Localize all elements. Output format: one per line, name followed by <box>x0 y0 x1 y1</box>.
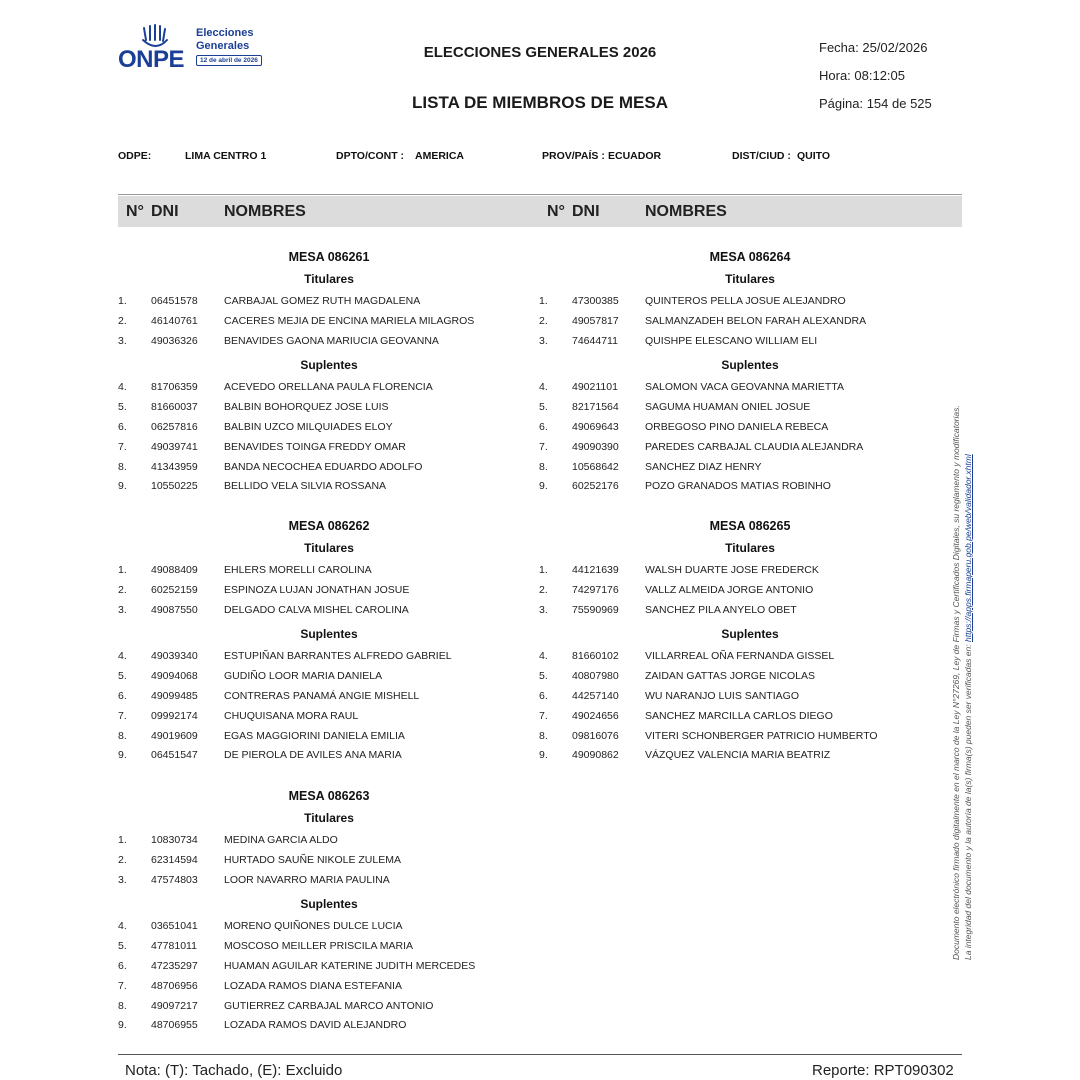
row-dni: 60252159 <box>151 583 198 596</box>
row-number: 4. <box>118 650 127 663</box>
row-name: BENAVIDES TOINGA FREDDY OMAR <box>224 440 406 453</box>
row-dni: 46140761 <box>151 314 198 327</box>
suplentes-heading: Suplentes <box>721 358 779 373</box>
row-name: LOZADA RAMOS DIANA ESTEFANIA <box>224 979 402 992</box>
row-name: SALMANZADEH BELON FARAH ALEXANDRA <box>645 314 867 327</box>
row-number: 6. <box>118 421 127 433</box>
row-name: CACERES MEJIA DE ENCINA MARIELA MILAGROS <box>224 314 475 327</box>
row-name: CARBAJAL GOMEZ RUTH MAGDALENA <box>224 295 421 307</box>
row-dni: 47300385 <box>572 295 619 307</box>
row-name: WALSH DUARTE JOSE FREDERCK <box>645 564 819 576</box>
row-name: QUISHPE ELESCANO WILLIAM ELI <box>645 334 818 347</box>
validator-link[interactable]: https://apps.firmaperu.gob.pe/web/validador.xhtml <box>963 454 973 642</box>
odpe-label: ODPE: <box>118 150 152 162</box>
hora-label: Hora: 08:12:05 <box>819 68 906 83</box>
row-name: BALBIN UZCO MILQUIADES ELOY <box>224 421 393 433</box>
row-dni: 06451547 <box>151 749 198 762</box>
row-number: 1. <box>118 295 127 307</box>
row-dni: 10550225 <box>151 480 198 493</box>
row-dni: 49036326 <box>151 334 198 347</box>
row-number: 8. <box>118 999 127 1012</box>
digital-signature-note <box>950 350 974 960</box>
row-number: 2. <box>118 853 127 866</box>
row-number: 7. <box>539 440 548 453</box>
suplentes-heading: Suplentes <box>300 358 358 373</box>
row-number: 7. <box>118 709 127 722</box>
row-dni: 74297176 <box>572 583 619 596</box>
row-name: EHLERS MORELLI CAROLINA <box>224 564 372 576</box>
suplentes-heading: Suplentes <box>300 897 358 912</box>
row-name: BENAVIDES GAONA MARIUCIA GEOVANNA <box>224 334 439 347</box>
row-dni: 49021101 <box>572 381 618 394</box>
row-number: 5. <box>539 670 548 683</box>
row-dni: 49057817 <box>572 314 619 327</box>
row-dni: 03651041 <box>151 920 198 933</box>
row-dni: 49087550 <box>151 603 198 616</box>
row-dni: 81660037 <box>151 401 198 414</box>
column-header-bar <box>118 196 962 227</box>
row-dni: 10568642 <box>572 460 619 473</box>
row-name: QUINTEROS PELLA JOSUE ALEJANDRO <box>645 295 846 307</box>
titulares-heading: Titulares <box>304 541 354 555</box>
row-dni: 81706359 <box>151 381 198 394</box>
row-number: 9. <box>539 480 548 493</box>
pagina-label: Página: 154 de 525 <box>819 96 932 111</box>
row-number: 5. <box>118 401 127 414</box>
prov-value: ECUADOR <box>608 150 662 162</box>
row-name: SANCHEZ MARCILLA CARLOS DIEGO <box>645 709 833 722</box>
row-name: BELLIDO VELA SILVIA ROSSANA <box>224 480 387 493</box>
row-number: 3. <box>118 334 127 347</box>
dpto-label: DPTO/CONT : <box>336 150 405 162</box>
row-dni: 62314594 <box>151 853 198 866</box>
document-subtitle: LISTA DE MIEMBROS DE MESA <box>412 93 668 112</box>
col-nombres-left: NOMBRES <box>224 203 306 220</box>
row-number: 3. <box>118 873 127 886</box>
row-dni: 49024656 <box>572 709 619 722</box>
logo-brand: ONPE <box>118 46 185 73</box>
col-num-right: N° <box>547 203 565 220</box>
row-number: 4. <box>118 381 127 394</box>
row-name: LOZADA RAMOS DAVID ALEJANDRO <box>224 1019 407 1032</box>
row-number: 1. <box>118 564 127 576</box>
row-dni: 48706956 <box>151 979 198 992</box>
row-number: 4. <box>539 381 548 394</box>
row-name: DELGADO CALVA MISHEL CAROLINA <box>224 603 409 616</box>
row-name: BANDA NECOCHEA EDUARDO ADOLFO <box>224 460 423 473</box>
col-dni-right: DNI <box>572 203 600 220</box>
row-dni: 49088409 <box>151 564 198 576</box>
row-number: 3. <box>539 334 548 347</box>
row-name: EGAS MAGGIORINI DANIELA EMILIA <box>224 729 405 742</box>
titulares-heading: Titulares <box>304 272 354 286</box>
row-dni: 40807980 <box>572 670 619 683</box>
row-number: 6. <box>118 690 127 702</box>
footer-note: Nota: (T): Tachado, (E): Excluido <box>125 1062 343 1079</box>
titulares-heading: Titulares <box>725 272 775 286</box>
suplentes-heading: Suplentes <box>300 627 358 642</box>
row-dni: 06451578 <box>151 295 198 307</box>
dist-value: QUITO <box>797 150 831 162</box>
row-name: HURTADO SAUÑE NIKOLE ZULEMA <box>224 853 401 866</box>
row-name: HUAMAN AGUILAR KATERINE JUDITH MERCEDES <box>224 960 476 972</box>
row-name: CONTRERAS PANAMÁ ANGIE MISHELL <box>224 690 420 702</box>
titulares-heading: Titulares <box>725 541 775 555</box>
row-dni: 48706955 <box>151 1019 198 1032</box>
row-dni: 49039340 <box>151 650 198 663</box>
row-dni: 44121639 <box>572 564 619 576</box>
row-name: ESTUPIÑAN BARRANTES ALFREDO GABRIEL <box>224 650 452 663</box>
logo-line1: Elecciones <box>196 27 254 39</box>
row-name: ZAIDAN GATTAS JORGE NICOLAS <box>645 670 815 683</box>
row-dni: 82171564 <box>572 401 619 414</box>
row-dni: 49039741 <box>151 440 198 453</box>
row-number: 3. <box>539 603 548 616</box>
row-dni: 44257140 <box>572 690 619 702</box>
logo-date-badge: 12 de abril de 2026 <box>196 55 262 66</box>
onpe-logo <box>118 24 268 74</box>
row-name: ACEVEDO ORELLANA PAULA FLORENCIA <box>224 381 433 394</box>
row-name: SANCHEZ PILA ANYELO OBET <box>645 603 797 616</box>
row-number: 9. <box>539 749 548 762</box>
signature-note-line1: Documento electrónico firmado digitalmente en el marco de la Ley N°27269, Ley de Firmas y Certificados Digitales, su reglamento y modificatorias. <box>951 405 961 960</box>
row-dni: 49094068 <box>151 670 198 683</box>
dpto-value: AMERICA <box>415 150 464 162</box>
row-name: PAREDES CARBAJAL CLAUDIA ALEJANDRA <box>645 440 864 453</box>
row-name: CHUQUISANA MORA RAUL <box>224 709 359 722</box>
row-dni: 75590969 <box>572 603 619 616</box>
row-number: 6. <box>118 960 127 972</box>
row-dni: 81660102 <box>572 650 619 663</box>
row-dni: 49019609 <box>151 729 198 742</box>
row-dni: 74644711 <box>572 334 618 347</box>
row-name: WU NARANJO LUIS SANTIAGO <box>645 690 800 702</box>
row-number: 4. <box>539 650 548 663</box>
row-dni: 09816076 <box>572 729 619 742</box>
mesa-title: MESA 086262 <box>288 519 370 533</box>
row-number: 7. <box>118 979 127 992</box>
signature-note-line2 <box>962 350 974 960</box>
row-dni: 49090862 <box>572 749 619 762</box>
row-number: 2. <box>118 583 127 596</box>
mesa-title: MESA 086261 <box>288 250 370 264</box>
row-dni: 47781011 <box>151 940 197 953</box>
row-name: VÁZQUEZ VALENCIA MARIA BEATRIZ <box>645 749 831 762</box>
row-dni: 49090390 <box>572 440 619 453</box>
row-name: BALBIN BOHORQUEZ JOSE LUIS <box>224 401 389 414</box>
row-number: 7. <box>539 709 548 722</box>
row-number: 8. <box>118 729 127 742</box>
row-number: 2. <box>539 583 548 596</box>
row-number: 6. <box>539 421 548 433</box>
row-name: SAGUMA HUAMAN ONIEL JOSUE <box>645 401 811 414</box>
row-number: 2. <box>539 314 548 327</box>
row-name: LOOR NAVARRO MARIA PAULINA <box>224 873 390 886</box>
row-number: 1. <box>539 564 548 576</box>
row-dni: 06257816 <box>151 421 198 433</box>
col-nombres-right: NOMBRES <box>645 203 727 220</box>
row-number: 2. <box>118 314 127 327</box>
dist-label: DIST/CIUD : <box>732 150 791 162</box>
row-name: VITERI SCHONBERGER PATRICIO HUMBERTO <box>645 729 878 742</box>
fecha-label: Fecha: 25/02/2026 <box>819 40 928 55</box>
row-dni: 49069643 <box>572 421 619 433</box>
row-dni: 47235297 <box>151 960 198 972</box>
footer-report-code: Reporte: RPT090302 <box>812 1062 954 1079</box>
row-number: 6. <box>539 690 548 702</box>
row-number: 1. <box>118 834 127 846</box>
row-name: MOSCOSO MEILLER PRISCILA MARIA <box>224 940 414 953</box>
row-name: ORBEGOSO PINO DANIELA REBECA <box>645 421 829 433</box>
row-number: 5. <box>118 940 127 953</box>
titulares-heading: Titulares <box>304 811 354 825</box>
row-number: 4. <box>118 920 127 933</box>
mesa-title: MESA 086264 <box>709 250 791 264</box>
row-number: 5. <box>118 670 127 683</box>
row-number: 1. <box>539 295 548 307</box>
row-name: SANCHEZ DIAZ HENRY <box>645 460 762 473</box>
row-number: 5. <box>539 401 548 414</box>
footer-divider <box>118 1054 962 1055</box>
document-title: ELECCIONES GENERALES 2026 <box>423 44 657 61</box>
row-dni: 09992174 <box>151 709 198 722</box>
row-name: MEDINA GARCIA ALDO <box>224 834 338 846</box>
row-dni: 60252176 <box>572 480 619 493</box>
row-name: GUDIÑO LOOR MARIA DANIELA <box>224 670 383 683</box>
row-number: 8. <box>118 460 127 473</box>
row-name: VILLARREAL OÑA FERNANDA GISSEL <box>645 650 835 663</box>
mesa-title: MESA 086265 <box>709 519 791 533</box>
row-name: VALLZ ALMEIDA JORGE ANTONIO <box>645 583 814 596</box>
prov-label: PROV/PAÍS : <box>542 150 605 162</box>
row-dni: 10830734 <box>151 834 198 846</box>
row-name: MORENO QUIÑONES DULCE LUCIA <box>224 920 403 933</box>
col-num-left: N° <box>126 203 144 220</box>
row-number: 9. <box>118 480 127 493</box>
row-name: GUTIERREZ CARBAJAL MARCO ANTONIO <box>224 999 434 1012</box>
signature-note-prefix: La integridad del documento y la autoría de la(s) firma(s) pueden ser verificadas en: <box>963 644 973 960</box>
row-dni: 41343959 <box>151 460 198 473</box>
odpe-value: LIMA CENTRO 1 <box>185 150 267 162</box>
row-number: 9. <box>118 749 127 762</box>
row-number: 8. <box>539 729 548 742</box>
row-number: 8. <box>539 460 548 473</box>
row-dni: 49097217 <box>151 999 198 1012</box>
row-name: ESPINOZA LUJAN JONATHAN JOSUE <box>224 583 410 596</box>
logo-line2: Generales <box>196 40 250 52</box>
row-name: SALOMON VACA GEOVANNA MARIETTA <box>645 381 844 394</box>
col-dni-left: DNI <box>151 203 179 220</box>
mesa-title: MESA 086263 <box>288 789 370 803</box>
row-number: 3. <box>118 603 127 616</box>
row-dni: 47574803 <box>151 873 198 886</box>
row-number: 9. <box>118 1019 127 1032</box>
suplentes-heading: Suplentes <box>721 627 779 642</box>
row-dni: 49099485 <box>151 690 198 702</box>
row-name: DE PIEROLA DE AVILES ANA MARIA <box>224 749 402 762</box>
header-divider <box>118 194 962 195</box>
row-name: POZO GRANADOS MATIAS ROBINHO <box>645 480 831 493</box>
row-number: 7. <box>118 440 127 453</box>
